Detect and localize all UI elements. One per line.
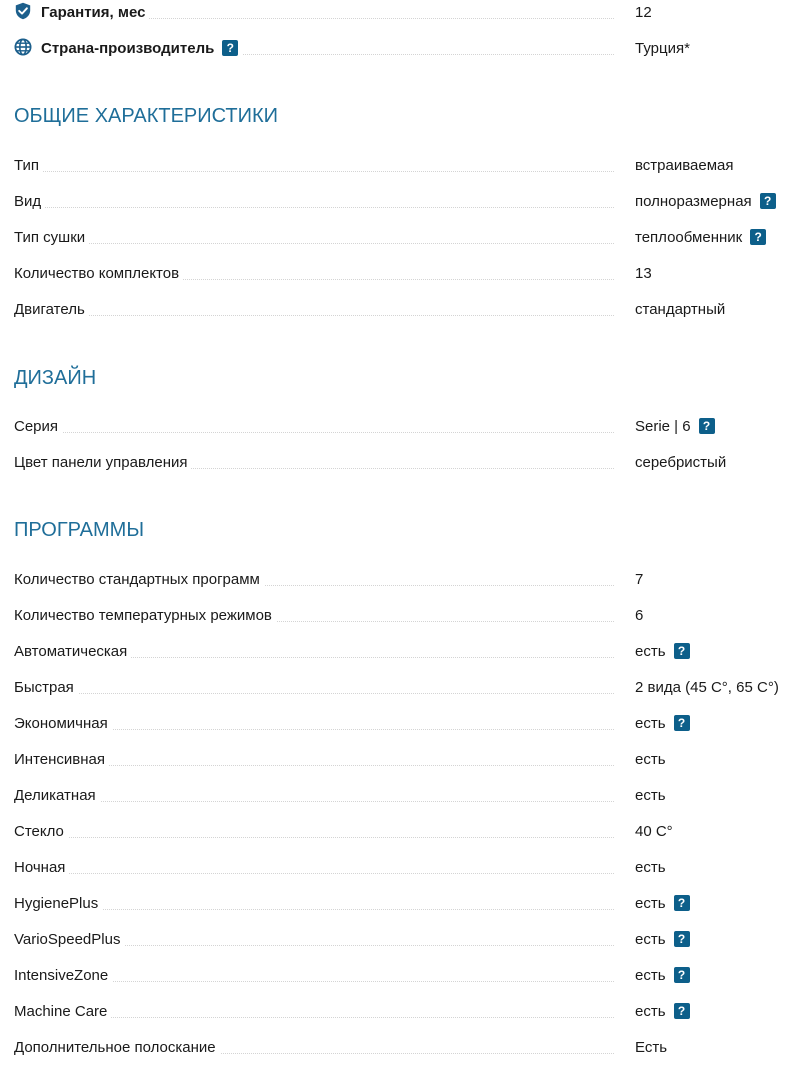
spec-label: Machine Care bbox=[14, 1000, 111, 1024]
spec-value: есть bbox=[635, 967, 666, 984]
help-icon[interactable]: ? bbox=[222, 40, 238, 56]
spec-row bbox=[14, 226, 792, 250]
help-icon[interactable]: ? bbox=[760, 193, 776, 209]
help-icon[interactable]: ? bbox=[674, 715, 690, 731]
help-icon[interactable]: ? bbox=[750, 229, 766, 245]
row-leader bbox=[14, 243, 614, 244]
spec-label: Тип сушки bbox=[14, 226, 89, 250]
section-title-general: ОБЩИЕ ХАРАКТЕРИСТИКИ bbox=[14, 105, 279, 127]
spec-label: IntensiveZone bbox=[14, 964, 112, 988]
spec-value-wrap bbox=[635, 226, 766, 250]
spec-row bbox=[14, 856, 792, 880]
spec-value: Есть bbox=[635, 1039, 668, 1056]
spec-row bbox=[14, 262, 792, 286]
spec-row bbox=[14, 676, 792, 700]
spec-value: стандартный bbox=[635, 301, 726, 318]
row-leader bbox=[14, 432, 614, 433]
spec-row bbox=[14, 1036, 792, 1060]
spec-row bbox=[14, 604, 792, 628]
country-label: Страна-производитель bbox=[41, 40, 215, 57]
spec-label: Быстрая bbox=[14, 676, 78, 700]
spec-row bbox=[14, 712, 792, 736]
spec-value: есть bbox=[635, 1003, 666, 1020]
spec-row bbox=[14, 568, 792, 592]
spec-value: 40 C° bbox=[635, 823, 673, 840]
help-icon[interactable]: ? bbox=[674, 643, 690, 659]
spec-value-wrap bbox=[635, 928, 690, 952]
globe-icon bbox=[14, 38, 32, 56]
spec-row bbox=[14, 190, 792, 214]
spec-value: серебристый bbox=[635, 454, 727, 471]
row-leader bbox=[14, 207, 614, 208]
spec-label bbox=[14, 37, 242, 61]
row-leader bbox=[14, 873, 614, 874]
spec-row bbox=[14, 784, 792, 808]
spec-label bbox=[14, 1, 149, 25]
spec-value: есть bbox=[635, 895, 666, 912]
row-leader bbox=[14, 837, 614, 838]
spec-row bbox=[14, 892, 792, 916]
spec-label: Двигатель bbox=[14, 298, 89, 322]
spec-row bbox=[14, 154, 792, 178]
spec-label: Стекло bbox=[14, 820, 68, 844]
spec-value: встраиваемая bbox=[635, 157, 734, 174]
spec-row bbox=[14, 820, 792, 844]
row-leader bbox=[14, 801, 614, 802]
spec-row bbox=[14, 748, 792, 772]
spec-label: HygienePlus bbox=[14, 892, 102, 916]
help-icon[interactable]: ? bbox=[674, 895, 690, 911]
warranty-value: 12 bbox=[635, 4, 652, 21]
spec-label: Количество температурных режимов bbox=[14, 604, 276, 628]
spec-value: есть bbox=[635, 715, 666, 732]
spec-value: 2 вида (45 C°, 65 C°) bbox=[635, 679, 779, 696]
spec-label: Ночная bbox=[14, 856, 69, 880]
spec-value: теплообменник bbox=[635, 229, 743, 246]
spec-value: 6 bbox=[635, 607, 644, 624]
spec-value-wrap bbox=[635, 1000, 690, 1024]
spec-value: полноразмерная bbox=[635, 193, 752, 210]
section-title-design: ДИЗАЙН bbox=[14, 367, 97, 389]
spec-label: Тип bbox=[14, 154, 43, 178]
spec-value-wrap bbox=[635, 640, 690, 664]
spec-label: Количество комплектов bbox=[14, 262, 183, 286]
spec-value-wrap bbox=[635, 712, 690, 736]
spec-row-country bbox=[14, 37, 792, 61]
spec-row bbox=[14, 640, 792, 664]
spec-label: Экономичная bbox=[14, 712, 112, 736]
spec-value: есть bbox=[635, 859, 666, 876]
spec-row-warranty bbox=[14, 1, 792, 25]
spec-value: Serie | 6 bbox=[635, 418, 691, 435]
spec-label: Вид bbox=[14, 190, 45, 214]
row-leader bbox=[14, 693, 614, 694]
spec-row bbox=[14, 964, 792, 988]
spec-row bbox=[14, 298, 792, 322]
spec-label: Деликатная bbox=[14, 784, 100, 808]
spec-value: 13 bbox=[635, 265, 652, 282]
section-title-programs: ПРОГРАММЫ bbox=[14, 519, 145, 541]
spec-value: есть bbox=[635, 931, 666, 948]
spec-label: Интенсивная bbox=[14, 748, 109, 772]
row-leader bbox=[14, 171, 614, 172]
spec-row bbox=[14, 415, 792, 439]
spec-label: VarioSpeedPlus bbox=[14, 928, 124, 952]
spec-label: Автоматическая bbox=[14, 640, 131, 664]
shield-check-icon bbox=[14, 2, 32, 20]
spec-value: есть bbox=[635, 751, 666, 768]
help-icon[interactable]: ? bbox=[674, 967, 690, 983]
row-leader bbox=[14, 909, 614, 910]
help-icon[interactable]: ? bbox=[674, 931, 690, 947]
spec-row bbox=[14, 451, 792, 475]
spec-row bbox=[14, 1000, 792, 1024]
spec-value: 7 bbox=[635, 571, 644, 588]
spec-value: есть bbox=[635, 643, 666, 660]
help-icon[interactable]: ? bbox=[699, 418, 715, 434]
spec-value-wrap bbox=[635, 415, 715, 439]
spec-value: есть bbox=[635, 787, 666, 804]
spec-row bbox=[14, 928, 792, 952]
spec-value-wrap bbox=[635, 892, 690, 916]
spec-value-wrap bbox=[635, 190, 776, 214]
spec-label: Дополнительное полоскание bbox=[14, 1036, 220, 1060]
help-icon[interactable]: ? bbox=[674, 1003, 690, 1019]
spec-label: Количество стандартных программ bbox=[14, 568, 264, 592]
spec-label: Цвет панели управления bbox=[14, 451, 191, 475]
country-value: Турция* bbox=[635, 40, 690, 57]
warranty-label: Гарантия, мес bbox=[41, 4, 146, 21]
spec-value-wrap bbox=[635, 964, 690, 988]
spec-label: Серия bbox=[14, 415, 62, 439]
row-leader bbox=[14, 315, 614, 316]
